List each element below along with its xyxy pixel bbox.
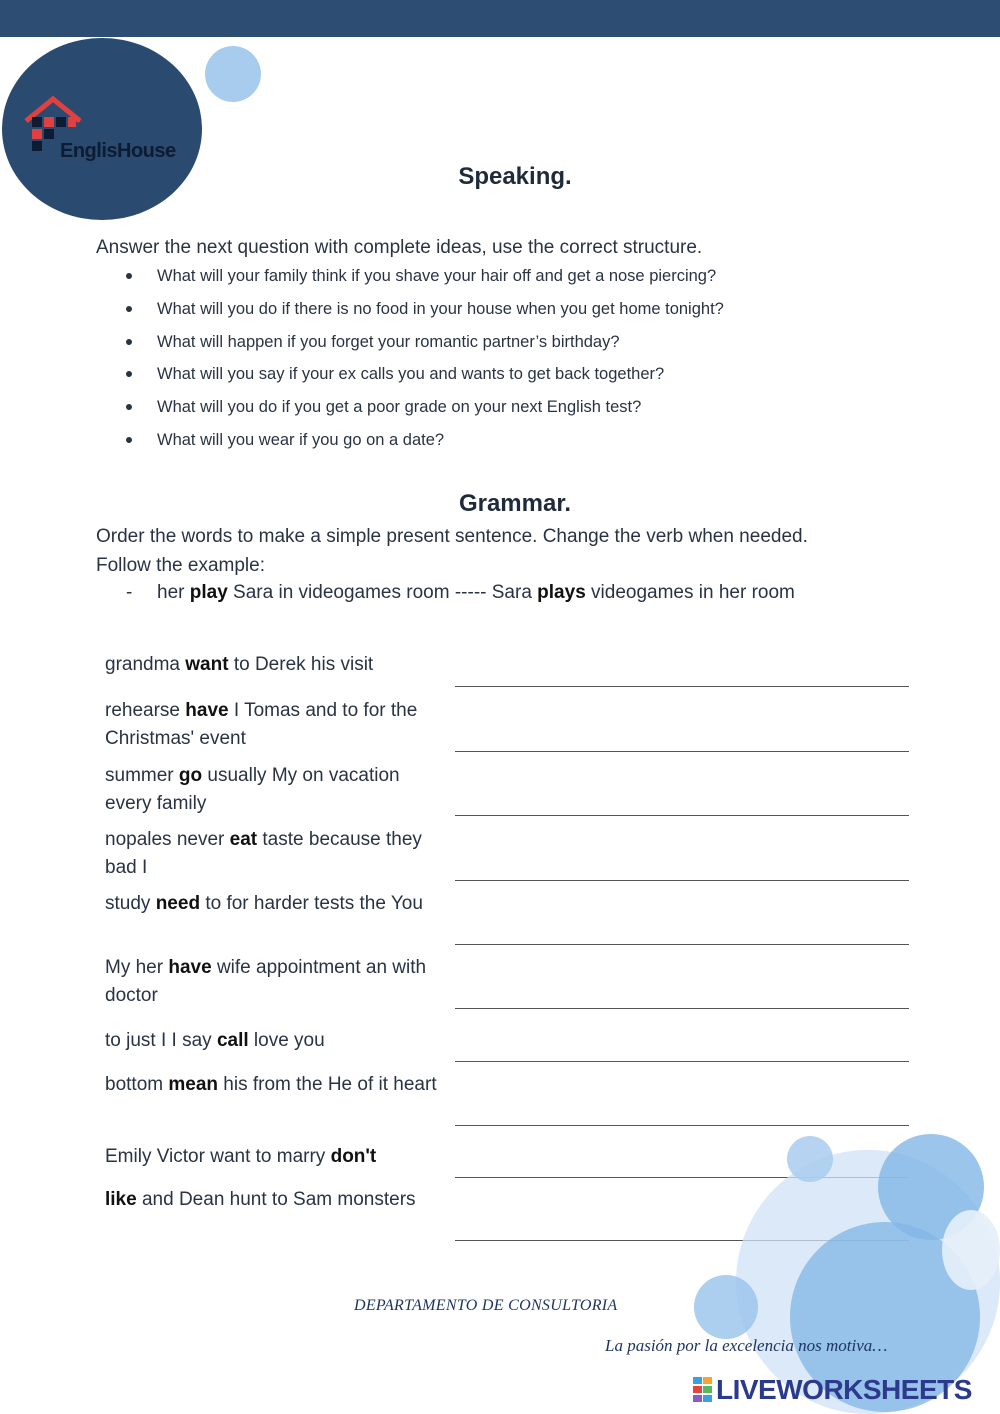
example-dash: - — [126, 582, 133, 603]
example-text: her — [157, 582, 190, 603]
prompt-verb: don't — [330, 1146, 377, 1167]
prompt-text: to just I I say — [105, 1030, 217, 1051]
list-item: What will you say if your ex calls you and wants to get back together? — [126, 360, 724, 393]
prompt-text: grandma — [105, 654, 186, 675]
list-item: What will you do if you get a poor grade on your next English test? — [126, 393, 724, 426]
decorative-circle — [205, 46, 261, 102]
prompt-verb: have — [168, 957, 212, 978]
example-verb: play — [189, 582, 228, 603]
prompt-text: Emily Victor want to marry — [105, 1146, 331, 1167]
liveworksheets-icon — [693, 1377, 713, 1403]
prompt-text: usually My on vacation every family — [105, 765, 400, 814]
prompt-verb: need — [155, 893, 201, 914]
footer-department: DEPARTAMENTO DE CONSULTORIA — [354, 1297, 618, 1314]
liveworksheets-logo — [693, 1375, 972, 1405]
exercise-prompt — [105, 1186, 445, 1214]
prompt-verb: call — [216, 1030, 249, 1051]
prompt-text: his from the He of it heart — [218, 1074, 437, 1095]
prompt-text: love you — [248, 1030, 325, 1051]
prompt-text: I Tomas and to for the Christmas' event — [105, 700, 418, 749]
prompt-text: nopales never — [105, 829, 230, 850]
decorative-circle — [942, 1210, 1000, 1290]
answer-line[interactable] — [455, 1125, 909, 1126]
exercise-prompt — [105, 1071, 445, 1099]
prompt-verb: have — [185, 700, 229, 721]
answer-line[interactable] — [455, 1061, 909, 1062]
decorative-circle — [787, 1136, 833, 1182]
example-text: Sara in videogames room ----- Sara — [227, 582, 538, 603]
exercise-prompt — [105, 697, 445, 753]
speaking-instruction: Answer the next question with complete ideas, use the correct structure. — [96, 237, 703, 258]
exercise-prompt — [105, 1027, 445, 1055]
header-bar — [0, 0, 1000, 37]
example-answer-verb: plays — [537, 582, 586, 603]
speaking-question-list — [126, 262, 724, 459]
prompt-text: rehearse — [105, 700, 186, 721]
prompt-verb: go — [178, 765, 203, 786]
answer-line[interactable] — [455, 944, 909, 945]
prompt-text: wife appointment an with doctor — [105, 957, 427, 1006]
prompt-text: to Derek his visit — [228, 654, 374, 675]
grammar-example — [126, 582, 795, 604]
decorative-circle — [694, 1275, 758, 1339]
exercise-prompt — [105, 826, 445, 882]
prompt-text: taste because they bad I — [105, 829, 422, 878]
prompt-text: bottom — [105, 1074, 169, 1095]
prompt-verb: mean — [168, 1074, 219, 1095]
example-text: videogames in her room — [585, 582, 795, 603]
exercise-prompt — [105, 1143, 445, 1171]
prompt-text: study — [105, 893, 156, 914]
answer-line[interactable] — [455, 751, 909, 752]
exercise-prompt — [105, 762, 445, 818]
prompt-verb: want — [185, 654, 229, 675]
liveworksheets-text: LIVEWORKSHEETS — [716, 1374, 972, 1405]
prompt-verb: eat — [229, 829, 258, 850]
answer-line[interactable] — [455, 686, 909, 687]
answer-line[interactable] — [455, 815, 909, 816]
exercise-prompt — [105, 954, 445, 1010]
answer-line[interactable] — [455, 880, 909, 881]
grammar-title: Grammar. — [458, 490, 572, 517]
prompt-text: summer — [105, 765, 179, 786]
list-item: What will happen if you forget your romantic partner’s birthday? — [126, 328, 724, 361]
prompt-verb: like — [105, 1189, 137, 1210]
list-item: What will your family think if you shave your hair off and get a nose piercing? — [126, 262, 724, 295]
grammar-instruction-follow: Follow the example: — [96, 555, 265, 576]
footer-motto: La pasión por la excelencia nos motiva… — [605, 1336, 888, 1355]
prompt-text: to for harder tests the You — [200, 893, 423, 914]
prompt-text: and Dean hunt to Sam monsters — [136, 1189, 416, 1210]
exercise-prompt — [105, 890, 445, 918]
speaking-title: Speaking. — [458, 163, 572, 190]
grammar-instruction: Order the words to make a simple present sentence. Change the verb when needed. — [96, 526, 808, 547]
logo-text: EnglisHouse — [60, 140, 176, 162]
list-item: What will you do if there is no food in your house when you get home tonight? — [126, 295, 724, 328]
exercise-prompt — [105, 651, 445, 679]
list-item: What will you wear if you go on a date? — [126, 426, 724, 459]
prompt-text: My her — [105, 957, 169, 978]
answer-line[interactable] — [455, 1008, 909, 1009]
